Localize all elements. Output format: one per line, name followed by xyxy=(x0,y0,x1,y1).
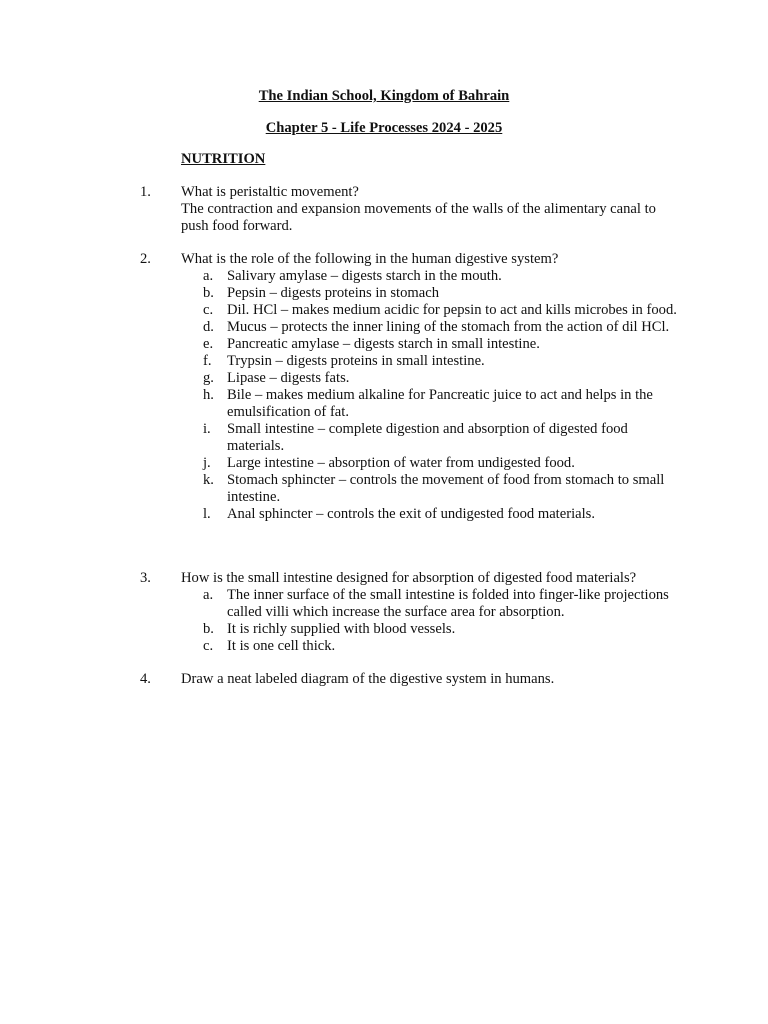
question-text: Draw a neat labeled diagram of the digestive system in humans. xyxy=(181,671,555,687)
item-text: Large intestine – absorption of water from undigested food. xyxy=(227,455,575,471)
question-number: 4. xyxy=(140,671,151,687)
item-text: The inner surface of the small intestine is folded into finger-like projections called villi which increase the surface area for absorption. xyxy=(227,587,669,620)
item-text: Trypsin – digests proteins in small intestine. xyxy=(227,353,485,369)
list-item xyxy=(181,370,680,387)
answer-text: The contraction and expansion movements of the walls of the alimentary canal to push food forward. xyxy=(181,201,656,234)
school-title: The Indian School, Kingdom of Bahrain xyxy=(258,88,510,104)
answer-list xyxy=(181,587,680,655)
item-letter: a. xyxy=(203,587,214,603)
question-number: 3. xyxy=(140,570,151,586)
section-heading: NUTRITION xyxy=(181,151,266,167)
item-letter: d. xyxy=(203,319,214,335)
question-4 xyxy=(140,671,680,688)
item-letter: b. xyxy=(203,621,214,637)
list-item xyxy=(181,285,680,302)
item-text: It is richly supplied with blood vessels. xyxy=(227,621,456,637)
list-item xyxy=(181,302,680,319)
item-text: Mucus – protects the inner lining of the stomach from the action of dil HCl. xyxy=(227,319,670,335)
item-letter: c. xyxy=(203,302,214,318)
item-text: Bile – makes medium alkaline for Pancreatic juice to act and helps in the emulsification of fat. xyxy=(227,387,653,420)
list-item xyxy=(181,455,680,472)
item-text: Anal sphincter – controls the exit of undigested food materials. xyxy=(227,506,595,522)
list-item xyxy=(181,353,680,370)
list-item xyxy=(181,387,680,421)
question-number: 2. xyxy=(140,251,151,267)
list-item xyxy=(181,319,680,336)
item-text: Small intestine – complete digestion and absorption of digested food materials. xyxy=(227,421,628,454)
item-letter: h. xyxy=(203,387,214,403)
list-item xyxy=(181,336,680,353)
item-letter: g. xyxy=(203,370,214,386)
list-item xyxy=(181,268,680,285)
item-text: Dil. HCl – makes medium acidic for pepsin to act and kills microbes in food. xyxy=(227,302,677,318)
list-item xyxy=(181,506,680,523)
question-text: What is peristaltic movement? xyxy=(181,184,359,200)
item-letter: f. xyxy=(203,353,212,369)
list-item xyxy=(181,472,680,506)
item-text: Stomach sphincter – controls the movement of food from stomach to small intestine. xyxy=(227,472,665,505)
list-item xyxy=(181,587,680,621)
item-letter: k. xyxy=(203,472,214,488)
answer-list xyxy=(181,268,680,523)
item-text: Salivary amylase – digests starch in the mouth. xyxy=(227,268,502,284)
item-text: It is one cell thick. xyxy=(227,638,336,654)
chapter-title: Chapter 5 - Life Processes 2024 - 2025 xyxy=(265,120,503,136)
item-letter: l. xyxy=(203,506,211,522)
question-text: What is the role of the following in the human digestive system? xyxy=(181,251,559,267)
question-3 xyxy=(140,570,680,655)
question-2 xyxy=(140,251,680,523)
item-letter: i. xyxy=(203,421,211,437)
item-letter: c. xyxy=(203,638,214,654)
list-item xyxy=(181,421,680,455)
question-number: 1. xyxy=(140,184,151,200)
item-text: Pepsin – digests proteins in stomach xyxy=(227,285,440,301)
question-text: How is the small intestine designed for absorption of digested food materials? xyxy=(181,570,637,586)
item-letter: a. xyxy=(203,268,214,284)
item-text: Pancreatic amylase – digests starch in small intestine. xyxy=(227,336,540,352)
item-letter: b. xyxy=(203,285,214,301)
list-item xyxy=(181,621,680,638)
list-item xyxy=(181,638,680,655)
item-text: Lipase – digests fats. xyxy=(227,370,350,386)
item-letter: e. xyxy=(203,336,214,352)
item-letter: j. xyxy=(203,455,211,471)
question-1 xyxy=(140,184,680,235)
